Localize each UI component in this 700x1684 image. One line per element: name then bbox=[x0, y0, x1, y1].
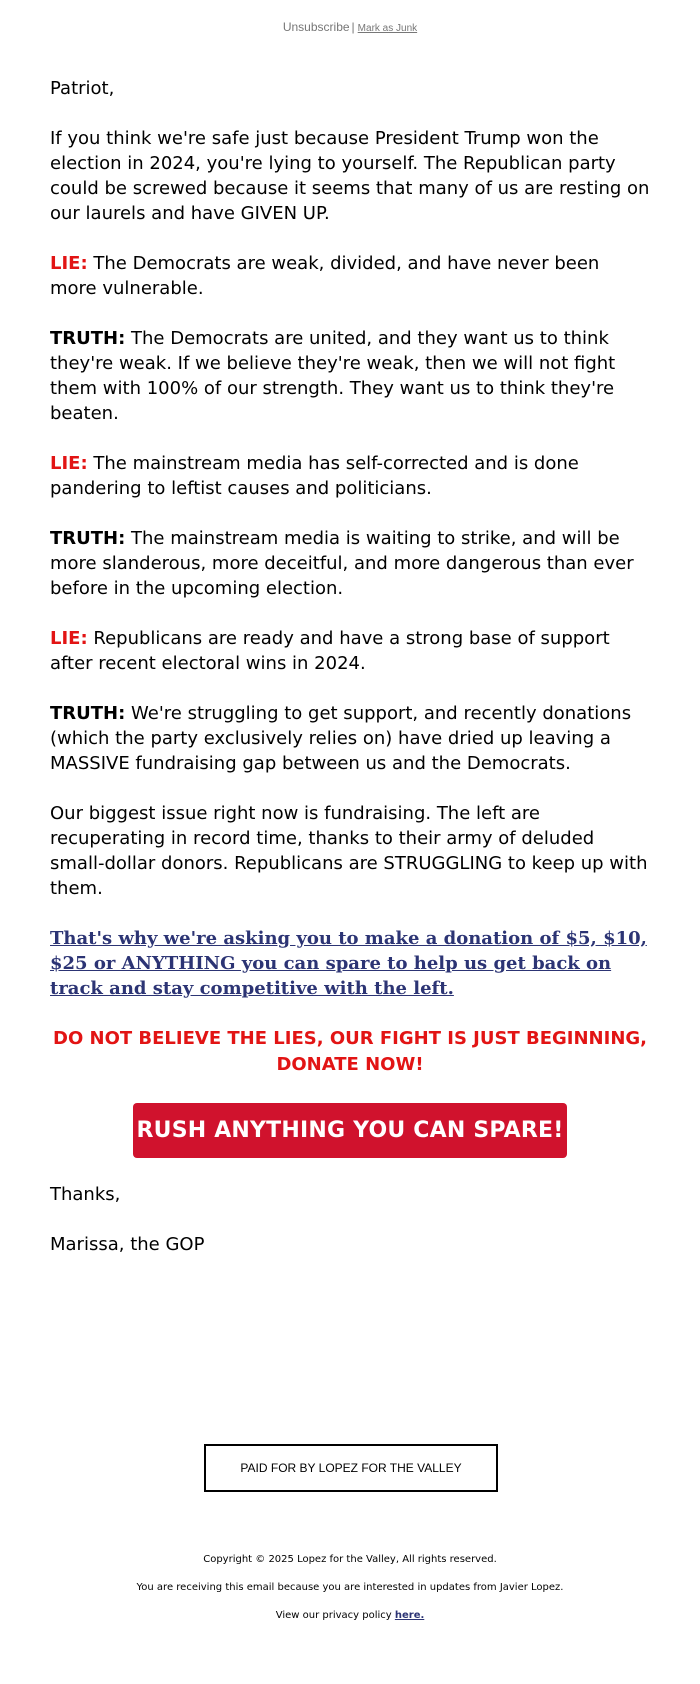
truth-paragraph bbox=[50, 326, 650, 426]
truth-paragraph bbox=[50, 701, 650, 776]
intro-paragraph: If you think we're safe just because President Trump won the election in 2024, you're lying to yourself. The Republican party could be screwed because it seems that many of us are resting on our laurels and have GIVEN UP. bbox=[50, 128, 650, 224]
unsubscribe-link[interactable]: Unsubscribe bbox=[282, 20, 350, 34]
lie-label: LIE: bbox=[50, 628, 88, 649]
donate-button[interactable]: RUSH ANYTHING YOU CAN SPARE! bbox=[133, 1103, 567, 1158]
truth-paragraph bbox=[50, 526, 650, 601]
lie-text: The mainstream media has self-corrected and is done pandering to leftist causes and politicians. bbox=[50, 453, 579, 499]
privacy-policy-link[interactable]: here. bbox=[394, 1610, 425, 1621]
thanks-line: Thanks, bbox=[50, 1184, 121, 1205]
email-header-links bbox=[0, 20, 700, 34]
paid-for-disclaimer: PAID FOR BY LOPEZ FOR THE VALLEY bbox=[204, 1444, 498, 1492]
truth-text: The Democrats are united, and they want us to think they're weak. If we believe they're weak, then we will not fight them with 100% of our strength. They want us to think they're beaten. bbox=[50, 328, 616, 424]
privacy-prefix: View our privacy policy bbox=[275, 1610, 395, 1621]
truth-label: TRUTH: bbox=[50, 328, 126, 349]
cta-paragraph bbox=[50, 926, 650, 1001]
lie-paragraph bbox=[50, 626, 650, 676]
truth-label: TRUTH: bbox=[50, 528, 126, 549]
lie-paragraph bbox=[50, 451, 650, 501]
header-separator: | bbox=[351, 20, 355, 34]
lie-text: Republicans are ready and have a strong base of support after recent electoral wins in 2024. bbox=[50, 628, 610, 674]
signature: Marissa, the GOP bbox=[50, 1234, 205, 1255]
donate-button-wrap bbox=[50, 1103, 650, 1158]
greeting: Patriot, bbox=[50, 78, 115, 99]
receiving-notice: You are receiving this email because you are interested in updates from Javier Lopez. bbox=[136, 1582, 564, 1593]
privacy-line bbox=[0, 1608, 700, 1636]
email-body bbox=[50, 76, 650, 1282]
donation-link[interactable]: That's why we're asking you to make a donation of $5, $10, $25 or ANYTHING you can spare to help us get back on track and stay competitive with the left. bbox=[50, 928, 647, 999]
lie-label: LIE: bbox=[50, 253, 88, 274]
truth-text: We're struggling to get support, and recently donations (which the party exclusively relies on) have dried up leaving a MASSIVE fundraising gap between us and the Democrats. bbox=[50, 703, 632, 774]
truth-text: The mainstream media is waiting to strike, and will be more slanderous, more deceitful, and more dangerous than ever before in the upcoming election. bbox=[50, 528, 634, 599]
warning-headline: DO NOT BELIEVE THE LIES, OUR FIGHT IS JUST BEGINNING, DONATE NOW! bbox=[53, 1028, 647, 1075]
fundraising-paragraph: Our biggest issue right now is fundraising. The left are recuperating in record time, thanks to their army of deluded small-dollar donors. Republicans are STRUGGLING to keep up with them. bbox=[50, 803, 648, 899]
lie-label: LIE: bbox=[50, 453, 88, 474]
mark-as-junk-link[interactable]: Mark as Junk bbox=[357, 23, 418, 34]
copyright-notice: Copyright © 2025 Lopez for the Valley, All rights reserved. bbox=[203, 1554, 497, 1565]
email-footer bbox=[0, 1552, 700, 1636]
lie-text: The Democrats are weak, divided, and have never been more vulnerable. bbox=[50, 253, 600, 299]
lie-paragraph bbox=[50, 251, 650, 301]
truth-label: TRUTH: bbox=[50, 703, 126, 724]
